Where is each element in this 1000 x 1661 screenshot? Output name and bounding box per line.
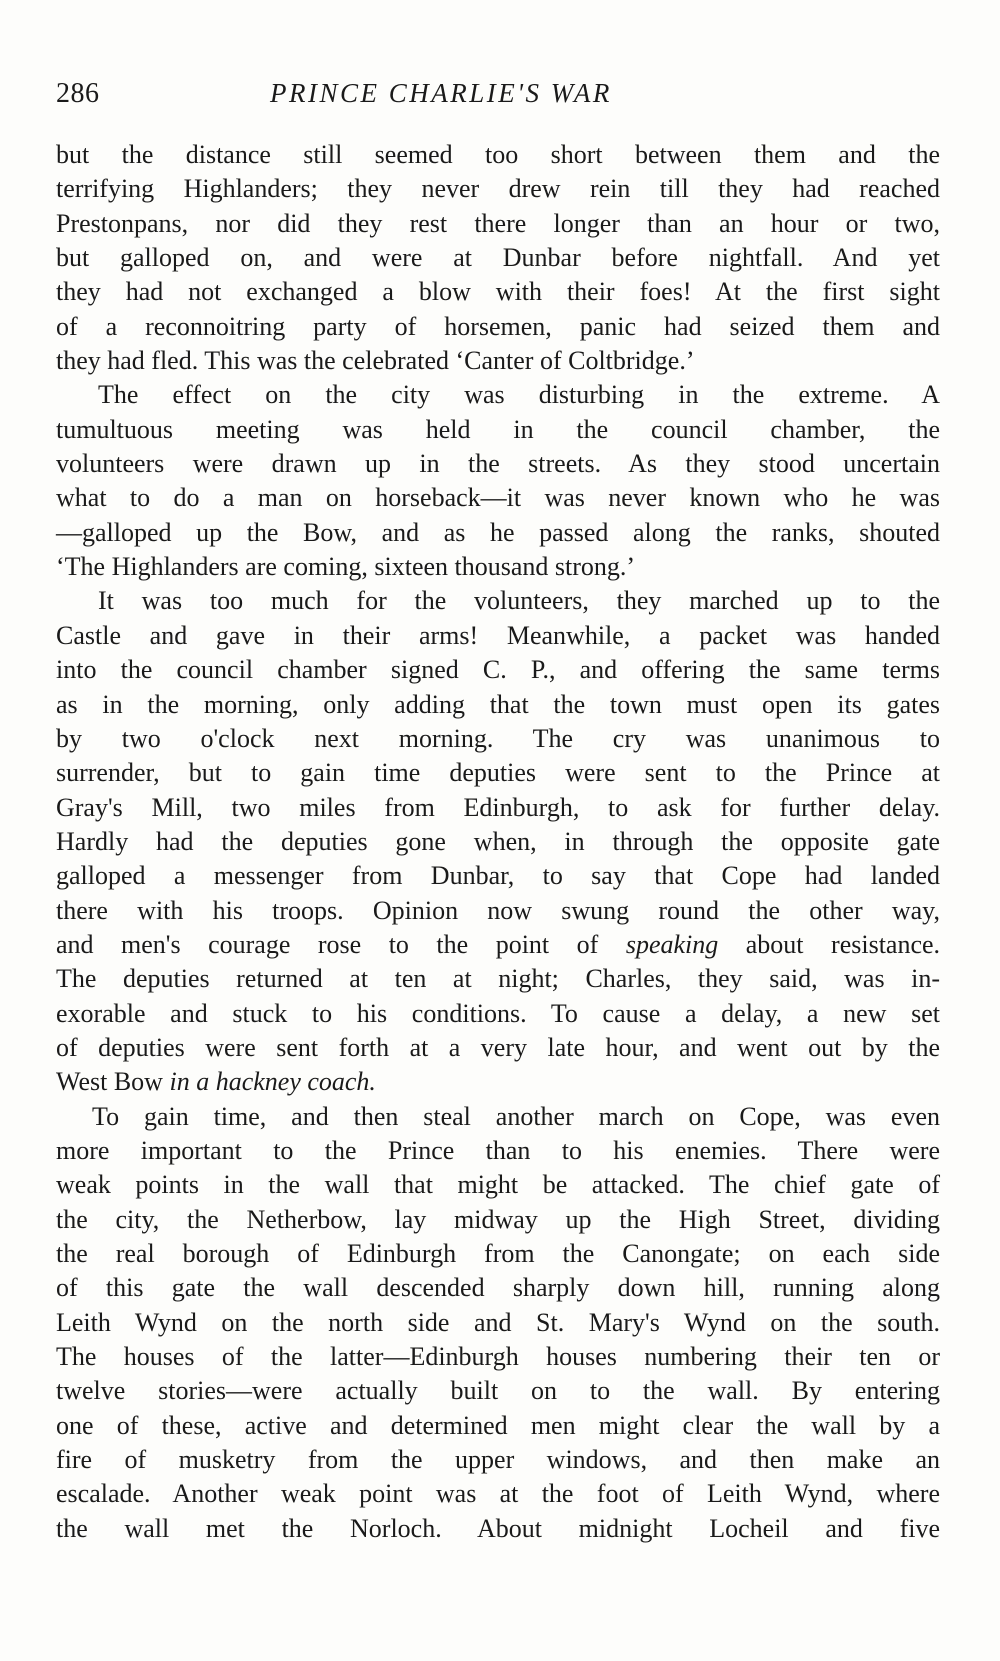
text-line: twelve stories—were actually built on to the wall. By entering bbox=[56, 1376, 940, 1406]
text-line: more important to the Prince than to his enemies. There were bbox=[56, 1135, 940, 1165]
text-run: West Bow bbox=[56, 1067, 163, 1097]
running-head bbox=[56, 78, 936, 118]
text-line: weak points in the wall that might be attacked. The chief gate of bbox=[56, 1170, 940, 1200]
paragraph bbox=[56, 138, 940, 378]
text-line: there with his troops. Opinion now swung round the other way, bbox=[56, 895, 940, 925]
text-line: It was too much for the volunteers, they marched up to the bbox=[98, 586, 940, 616]
text-line: but galloped on, and were at Dunbar before nightfall. And yet bbox=[56, 243, 940, 273]
text-line: fire of musketry from the upper windows, and then make an bbox=[56, 1445, 940, 1475]
text-line: tumultuous meeting was held in the council chamber, the bbox=[56, 414, 940, 444]
paragraph bbox=[56, 378, 940, 584]
text-line: Castle and gave in their arms! Meanwhile, a packet was handed bbox=[56, 620, 940, 650]
page-number: 286 bbox=[56, 78, 100, 109]
text-line: of this gate the wall descended sharply down hill, running along bbox=[56, 1273, 940, 1303]
text-line: Hardly had the deputies gone when, in through the opposite gate bbox=[56, 826, 940, 856]
body-text bbox=[56, 138, 940, 1546]
text-line: what to do a man on horseback—it was never known who he was bbox=[56, 483, 940, 513]
text-line-final bbox=[56, 1065, 940, 1099]
text-line: Gray's Mill, two miles from Edinburgh, to ask for further delay. bbox=[56, 792, 940, 822]
paragraph bbox=[56, 1100, 940, 1546]
italic-text: speaking bbox=[625, 929, 719, 959]
text-run: and men's courage rose to the point of bbox=[56, 929, 599, 959]
text-line: by two o'clock next morning. The cry was unanimous to bbox=[56, 723, 940, 753]
text-line: ‘The Highlanders are coming, sixteen thousand strong.’ bbox=[56, 552, 636, 582]
text-line: The deputies returned at ten at night; Charles, they said, was in- bbox=[56, 964, 940, 994]
text-line: into the council chamber signed C. P., and offering the same terms bbox=[56, 655, 940, 685]
text-line: of a reconnoitring party of horsemen, panic had seized them and bbox=[56, 311, 940, 341]
running-title: PRINCE CHARLIE'S WAR bbox=[270, 78, 612, 108]
text-line: of deputies were sent forth at a very late hour, and went out by the bbox=[56, 1032, 940, 1062]
text-line: the city, the Netherbow, lay midway up the High Street, dividing bbox=[56, 1204, 940, 1234]
text-line: terrifying Highlanders; they never drew rein till they had reached bbox=[56, 174, 940, 204]
text-line: the real borough of Edinburgh from the Canongate; on each side bbox=[56, 1239, 940, 1268]
text-line: Leith Wynd on the north side and St. Mary's Wynd on the south. bbox=[56, 1307, 940, 1337]
text-line: they had not exchanged a blow with their foes! At the first sight bbox=[56, 277, 940, 307]
text-line-emphasis bbox=[56, 928, 940, 962]
text-line: one of these, active and determined men might clear the wall by a bbox=[56, 1410, 940, 1440]
text-line: Prestonpans, nor did they rest there longer than an hour or two, bbox=[56, 208, 940, 238]
text-line: The houses of the latter—Edinburgh houses numbering their ten or bbox=[56, 1342, 940, 1372]
text-line: escalade. Another weak point was at the foot of Leith Wynd, where bbox=[56, 1479, 940, 1509]
text-line: The effect on the city was disturbing in the extreme. A bbox=[98, 380, 940, 410]
text-run: about resistance. bbox=[745, 929, 941, 959]
text-line: surrender, but to gain time deputies were sent to the Prince at bbox=[56, 758, 940, 788]
text-line: the wall met the Norloch. About midnight Locheil and five bbox=[56, 1513, 940, 1543]
text-line: volunteers were drawn up in the streets. As they stood uncertain bbox=[56, 449, 940, 479]
italic-text: in a hackney coach. bbox=[169, 1067, 376, 1097]
text-line: exorable and stuck to his conditions. To cause a delay, a new set bbox=[56, 998, 940, 1028]
text-line: they had fled. This was the celebrated ‘Canter of Coltbridge.’ bbox=[56, 346, 695, 376]
text-line: galloped a messenger from Dunbar, to say that Cope had landed bbox=[56, 861, 940, 891]
text-line: To gain time, and then steal another march on Cope, was even bbox=[92, 1101, 940, 1131]
text-line: —galloped up the Bow, and as he passed along the ranks, shouted bbox=[56, 517, 940, 547]
text-line: as in the morning, only adding that the town must open its gates bbox=[56, 689, 940, 719]
text-line: but the distance still seemed too short between them and the bbox=[56, 140, 940, 169]
paragraph bbox=[56, 584, 940, 1099]
